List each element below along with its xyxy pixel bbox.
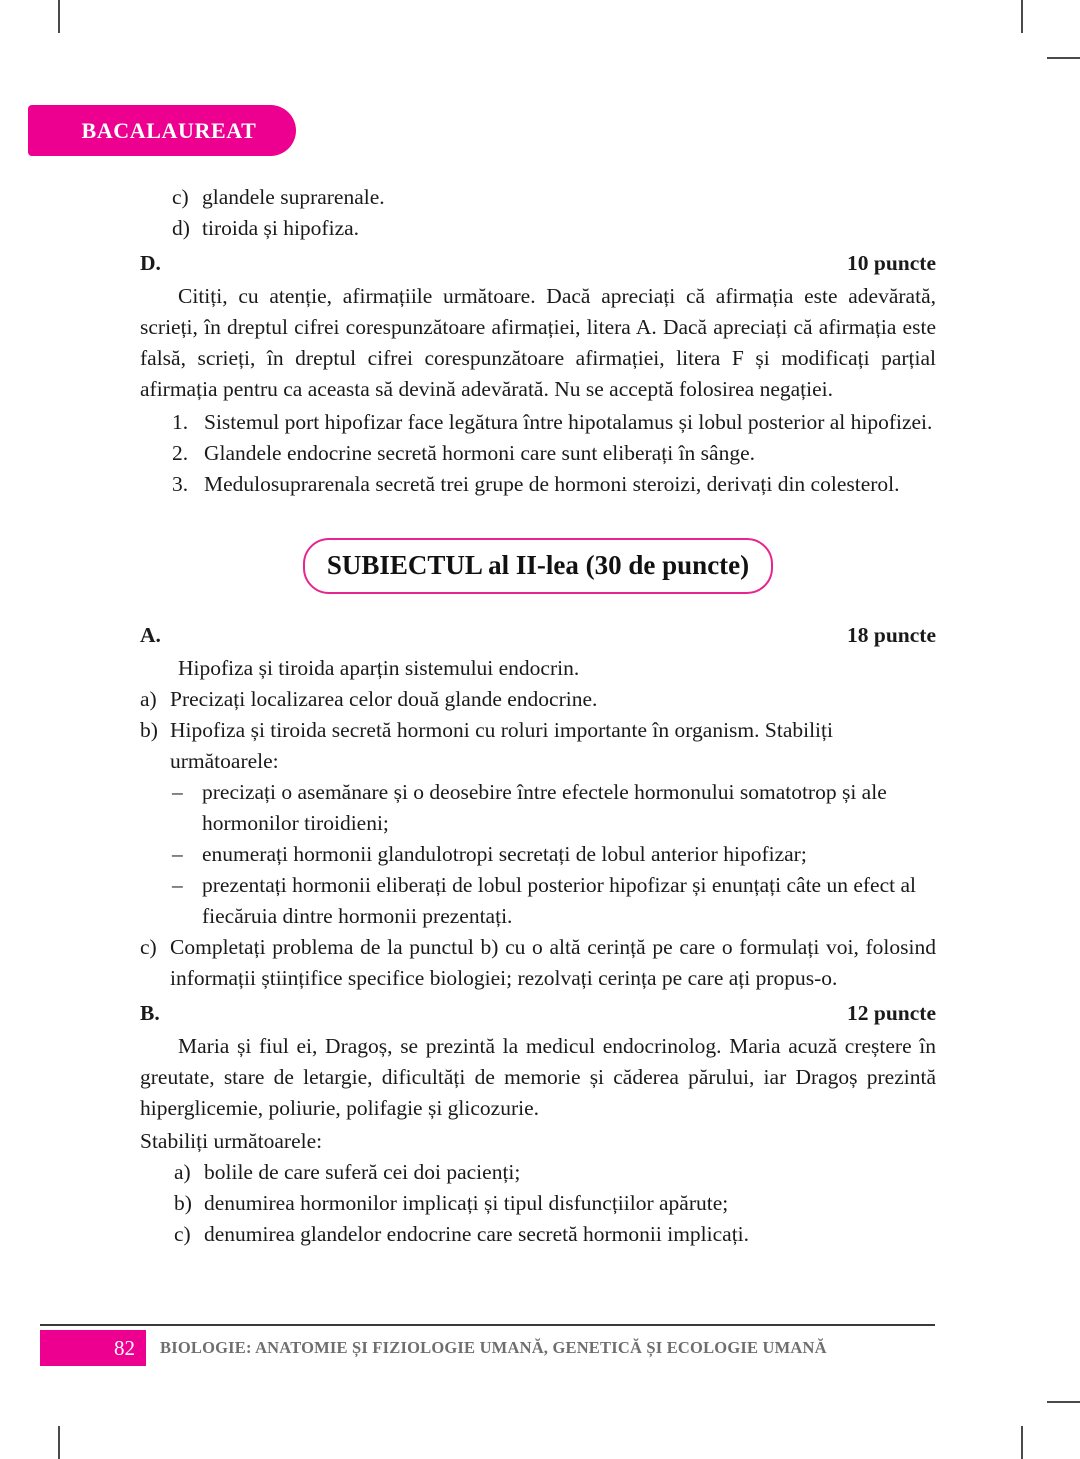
footer-page-number: 82 [114,1335,135,1360]
list-marker: b) [174,1190,192,1215]
list-marker: c) [140,934,157,959]
list-item [172,870,936,932]
section-points: 10 puncte [847,250,936,275]
list-text: Glandele endocrine secretă hormoni care sunt eliberați în sânge. [204,440,756,465]
section-points: 12 puncte [847,1000,936,1025]
list-item [172,777,936,839]
list-marker: 3. [172,471,189,496]
list-item [172,469,936,500]
list-marker: c) [174,1221,191,1246]
section-d-intro: Citiți, cu atenție, afirmațiile următoare. Dacă apreciați că afirmația este adevărată, scrieți, în dreptul cifrei corespunzătoare afirmației, litera A. Dacă apreciați că afirmația este falsă, scrieți, în dreptul cifrei corespunzătoare afirmației, litera F și modificați parțial afirmația pentru ca aceasta să devină adevărată. Nu se acceptă folosirea negației. [140,283,936,401]
section-header-d [140,248,936,279]
list-item [172,839,936,870]
list-item [172,407,936,438]
list-text: glandele suprarenale. [202,185,385,209]
section-letter: B. [140,1000,160,1025]
list-text: bolile de care suferă cei doi pacienți; [204,1159,521,1184]
subject-header-pill: SUBIECTUL al II-lea (30 de puncte) [303,538,773,595]
list-text: enumerați hormonii glandulotropi secretați de lobul anterior hipofizar; [202,842,807,867]
list-marker: d) [172,215,190,240]
section-letter: A. [140,623,161,648]
list-item [140,932,936,994]
list-text: Hipofiza și tiroida secretă hormoni cu roluri importante în organism. Stabiliți următoarele: [170,718,833,774]
list-item [172,213,936,244]
section-d-list [140,407,936,500]
list-item [140,715,936,777]
list-text: prezentați hormonii eliberați de lobul posterior hipofizar și enunțați câte un efect al fiecăruia dintre hormonii prezentați. [202,873,917,928]
list-marker: b) [140,718,158,743]
section-header-b [140,998,936,1029]
section-header-a [140,620,936,651]
section-points: 18 puncte [847,623,936,648]
list-text: Precizați localizarea celor două glande endocrine. [170,687,598,712]
list-item [174,1157,936,1188]
list-marker: a) [140,687,157,712]
dash-marker: – [172,873,183,898]
dash-marker: – [172,780,183,805]
list-marker: 1. [172,409,189,434]
bacalaureat-badge-label: BACALAUREAT [81,117,257,143]
list-item [172,438,936,469]
list-text: Completați problema de la punctul b) cu o altă cerință pe care o formulați voi, folosind informații științifice specifice biologiei; rezolvați cerința pe care ați propus-o. [170,934,936,990]
list-item [174,1188,936,1219]
list-marker: c) [172,185,189,209]
section-b-intro: Maria și fiul ei, Dragoș, se prezintă la medicul endocrinolog. Maria acuză creștere în greutate, stare de letargie, dificultăți de memorie și căderea părului, iar Dragoș prezintă hiperglicemie, poliurie, polifagie și glicozurie. [140,1033,936,1120]
list-marker: 2. [172,440,189,465]
list-text: denumirea glandelor endocrine care secretă hormonii implicați. [204,1221,750,1246]
list-marker: a) [174,1159,191,1184]
list-text: tiroida și hipofiza. [202,215,360,240]
section-a-intro: Hipofiza și tiroida aparțin sistemului endocrin. [178,656,580,681]
footer-page-block [40,1330,146,1366]
list-item [140,684,936,715]
list-item [174,1219,936,1250]
section-b-lead: Stabiliți următoarele: [140,1128,323,1153]
subject-header-wrapper [140,538,936,595]
footer-title: BIOLOGIE: ANATOMIE ȘI FIZIOLOGIE UMANĂ, GENETICĂ ȘI ECOLOGIE UMANĂ [160,1338,827,1357]
list-item [172,182,936,213]
list-text: denumirea hormonilor implicați și tipul disfuncțiilor apărute; [204,1190,729,1215]
list-text: Medulosuprarenala secretă trei grupe de hormoni steroizi, derivați din colesterol. [204,471,900,496]
dash-marker: – [172,842,183,867]
list-text: Sistemul port hipofizar face legătura între hipotalamus și lobul posterior al hipofizei. [204,409,933,434]
list-text: precizați o asemănare și o deosebire între efectele hormonului somatotrop și ale hormonilor tiroidieni; [202,780,887,836]
page-content [140,182,936,1249]
bacalaureat-badge [28,105,296,156]
footer-divider [40,1324,935,1326]
section-letter: D. [140,250,161,275]
